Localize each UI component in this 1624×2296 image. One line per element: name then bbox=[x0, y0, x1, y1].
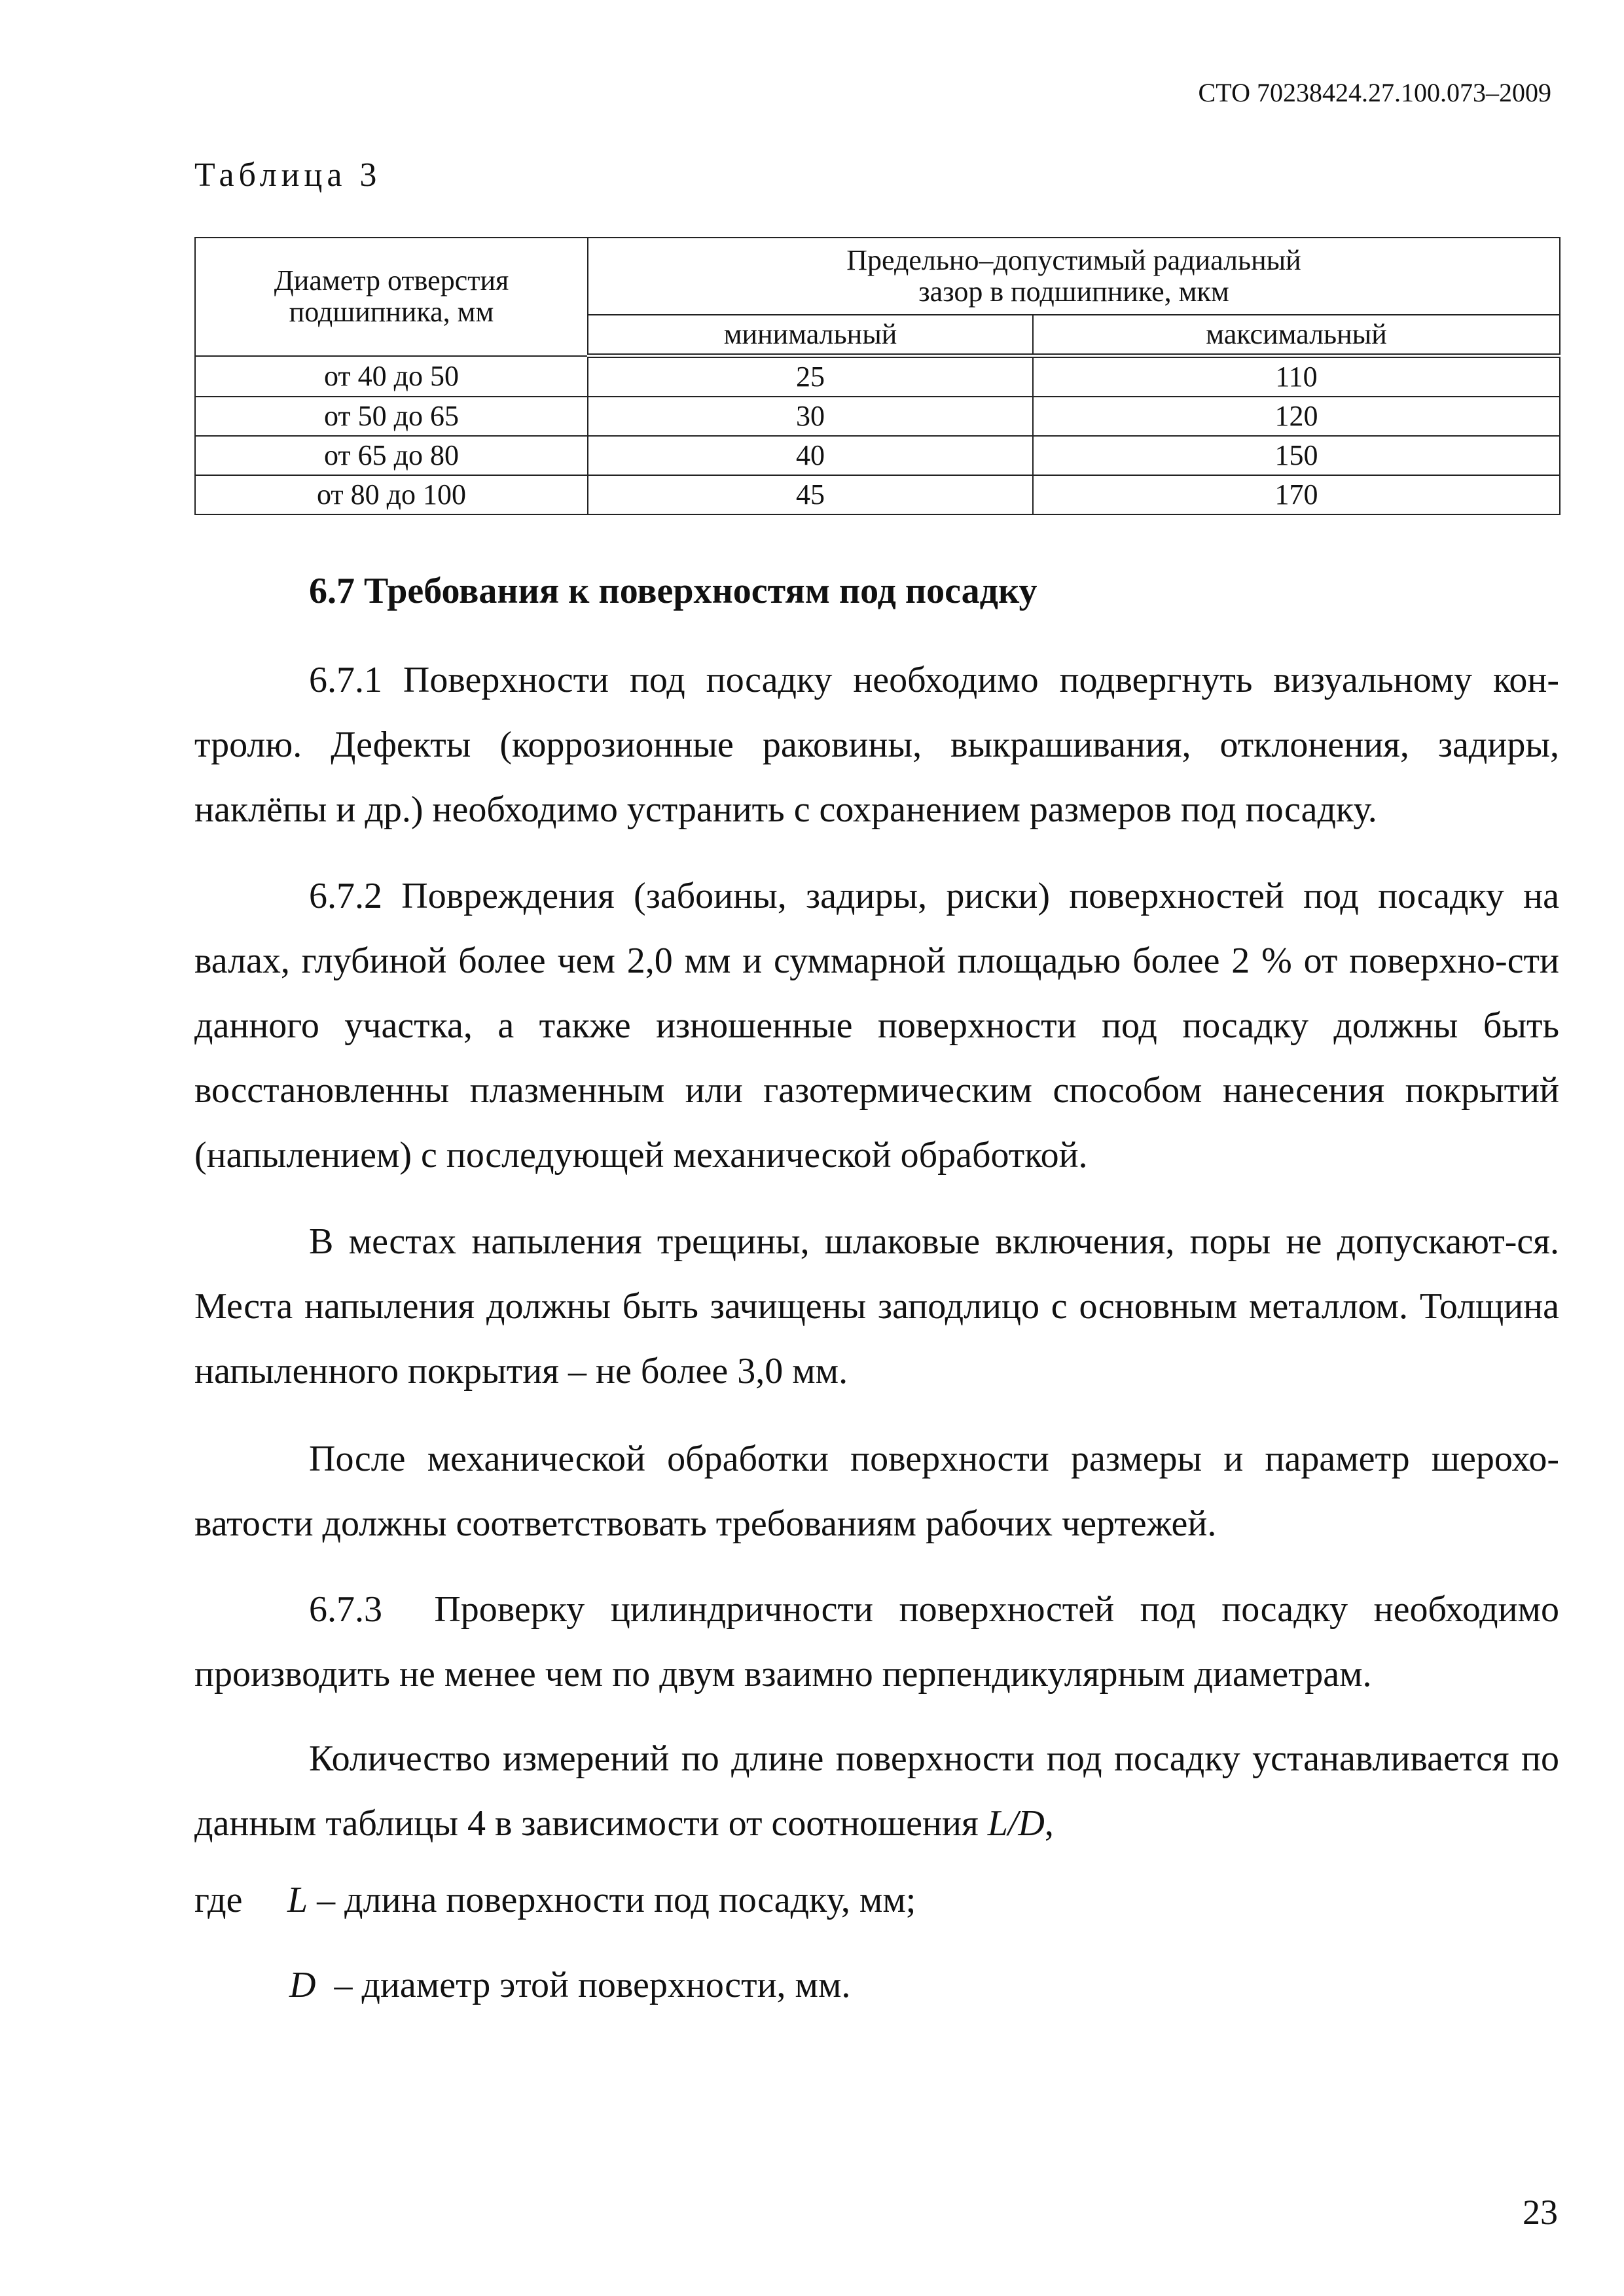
cell-max: 170 bbox=[1033, 475, 1560, 514]
cell-min: 45 bbox=[588, 475, 1033, 514]
cell-min: 40 bbox=[588, 436, 1033, 475]
paragraph-text: 6.7.1 Поверхности под посадку необходимо подвергнуть визуальному кон-тролю. Дефекты (коррозионные раковины, выкрашивания, отклонения, задиры, наклёпы и др.) необходимо устранить с сохранением размеров под посадку. bbox=[194, 660, 1559, 830]
cell-range: от 40 до 50 bbox=[195, 356, 588, 397]
var-d: D bbox=[289, 1965, 316, 2005]
paragraph-6-7-3 bbox=[194, 1577, 1568, 1707]
table-caption: Таблица 3 bbox=[194, 156, 382, 194]
col-header-diameter: Диаметр отверстия подшипника, мм bbox=[195, 238, 588, 356]
col-header-clearance-line2: зазор в подшипнике, мкм bbox=[918, 276, 1229, 308]
cell-min: 30 bbox=[588, 397, 1033, 436]
paragraph-text: Количество измерений по длине поверхности под посадку устанавливается по данным таблицы 4 в зависимости от соотношения bbox=[194, 1738, 1559, 1844]
table-row bbox=[195, 436, 1560, 475]
bearing-clearance-table bbox=[194, 237, 1561, 515]
cell-range: от 65 до 80 bbox=[195, 436, 588, 475]
cell-range: от 50 до 65 bbox=[195, 397, 588, 436]
table-row bbox=[195, 356, 1560, 397]
col-header-clearance-line1: Предельно–допустимый радиальный bbox=[846, 244, 1301, 276]
col-header-min: минимальный bbox=[588, 315, 1033, 356]
paragraph-text: 6.7.3 Проверку цилиндричности поверхностей под посадку необходимо производить не менее чем по двум взаимно перпендикулярным диаметрам. bbox=[194, 1589, 1568, 1695]
document-code: СТО 70238424.27.100.073–2009 bbox=[1198, 78, 1551, 107]
cell-range: от 80 до 100 bbox=[195, 475, 588, 514]
table-row bbox=[195, 475, 1560, 514]
paragraph-after-machining bbox=[194, 1427, 1559, 1556]
cell-max: 110 bbox=[1033, 356, 1560, 397]
paragraph-measurements bbox=[194, 1727, 1559, 1856]
paragraph-text: После механической обработки поверхности размеры и параметр шерохо-ватости должны соответствовать требованиям рабочих чертежей. bbox=[194, 1439, 1559, 1544]
cell-min: 25 bbox=[588, 356, 1033, 397]
section-heading: 6.7 Требования к поверхностям под посадку bbox=[309, 571, 1038, 611]
table-row bbox=[195, 397, 1560, 436]
col-header-max: максимальный bbox=[1033, 315, 1560, 356]
definition-l bbox=[194, 1877, 916, 1923]
cell-max: 120 bbox=[1033, 397, 1560, 436]
paragraph-6-7-1 bbox=[194, 648, 1559, 842]
paragraph-6-7-2 bbox=[194, 864, 1559, 1188]
definition-text: – диаметр этой поверхности, мм. bbox=[316, 1965, 851, 2005]
where-word: где bbox=[194, 1880, 243, 1920]
ratio-ld: L/D bbox=[987, 1803, 1045, 1844]
col-header-clearance bbox=[588, 238, 1560, 315]
definition-text: – длина поверхности под посадку, мм; bbox=[308, 1880, 916, 1920]
definition-d bbox=[289, 1962, 850, 2008]
page-number: 23 bbox=[1523, 2193, 1558, 2232]
paragraph-text: 6.7.2 Повреждения (забоины, задиры, риски) поверхностей под посадку на валах, глубиной более чем 2,0 мм и суммарной площадью более 2 % от поверхно-сти данного участка, а также изношенные поверхности под посадку должны быть восстановленны плазменным или газотермическим способом нанесения покрытий (напылением) с последующей механической обработкой. bbox=[194, 876, 1559, 1175]
paragraph-spraying-defects bbox=[194, 1210, 1559, 1404]
paragraph-end: , bbox=[1044, 1803, 1054, 1844]
var-l: L bbox=[287, 1880, 308, 1920]
cell-max: 150 bbox=[1033, 436, 1560, 475]
paragraph-text: В местах напыления трещины, шлаковые включения, поры не допускают-ся. Места напыления должны быть зачищены заподлицо с основным металлом. Толщина напыленного покрытия – не более 3,0 мм. bbox=[194, 1221, 1559, 1391]
